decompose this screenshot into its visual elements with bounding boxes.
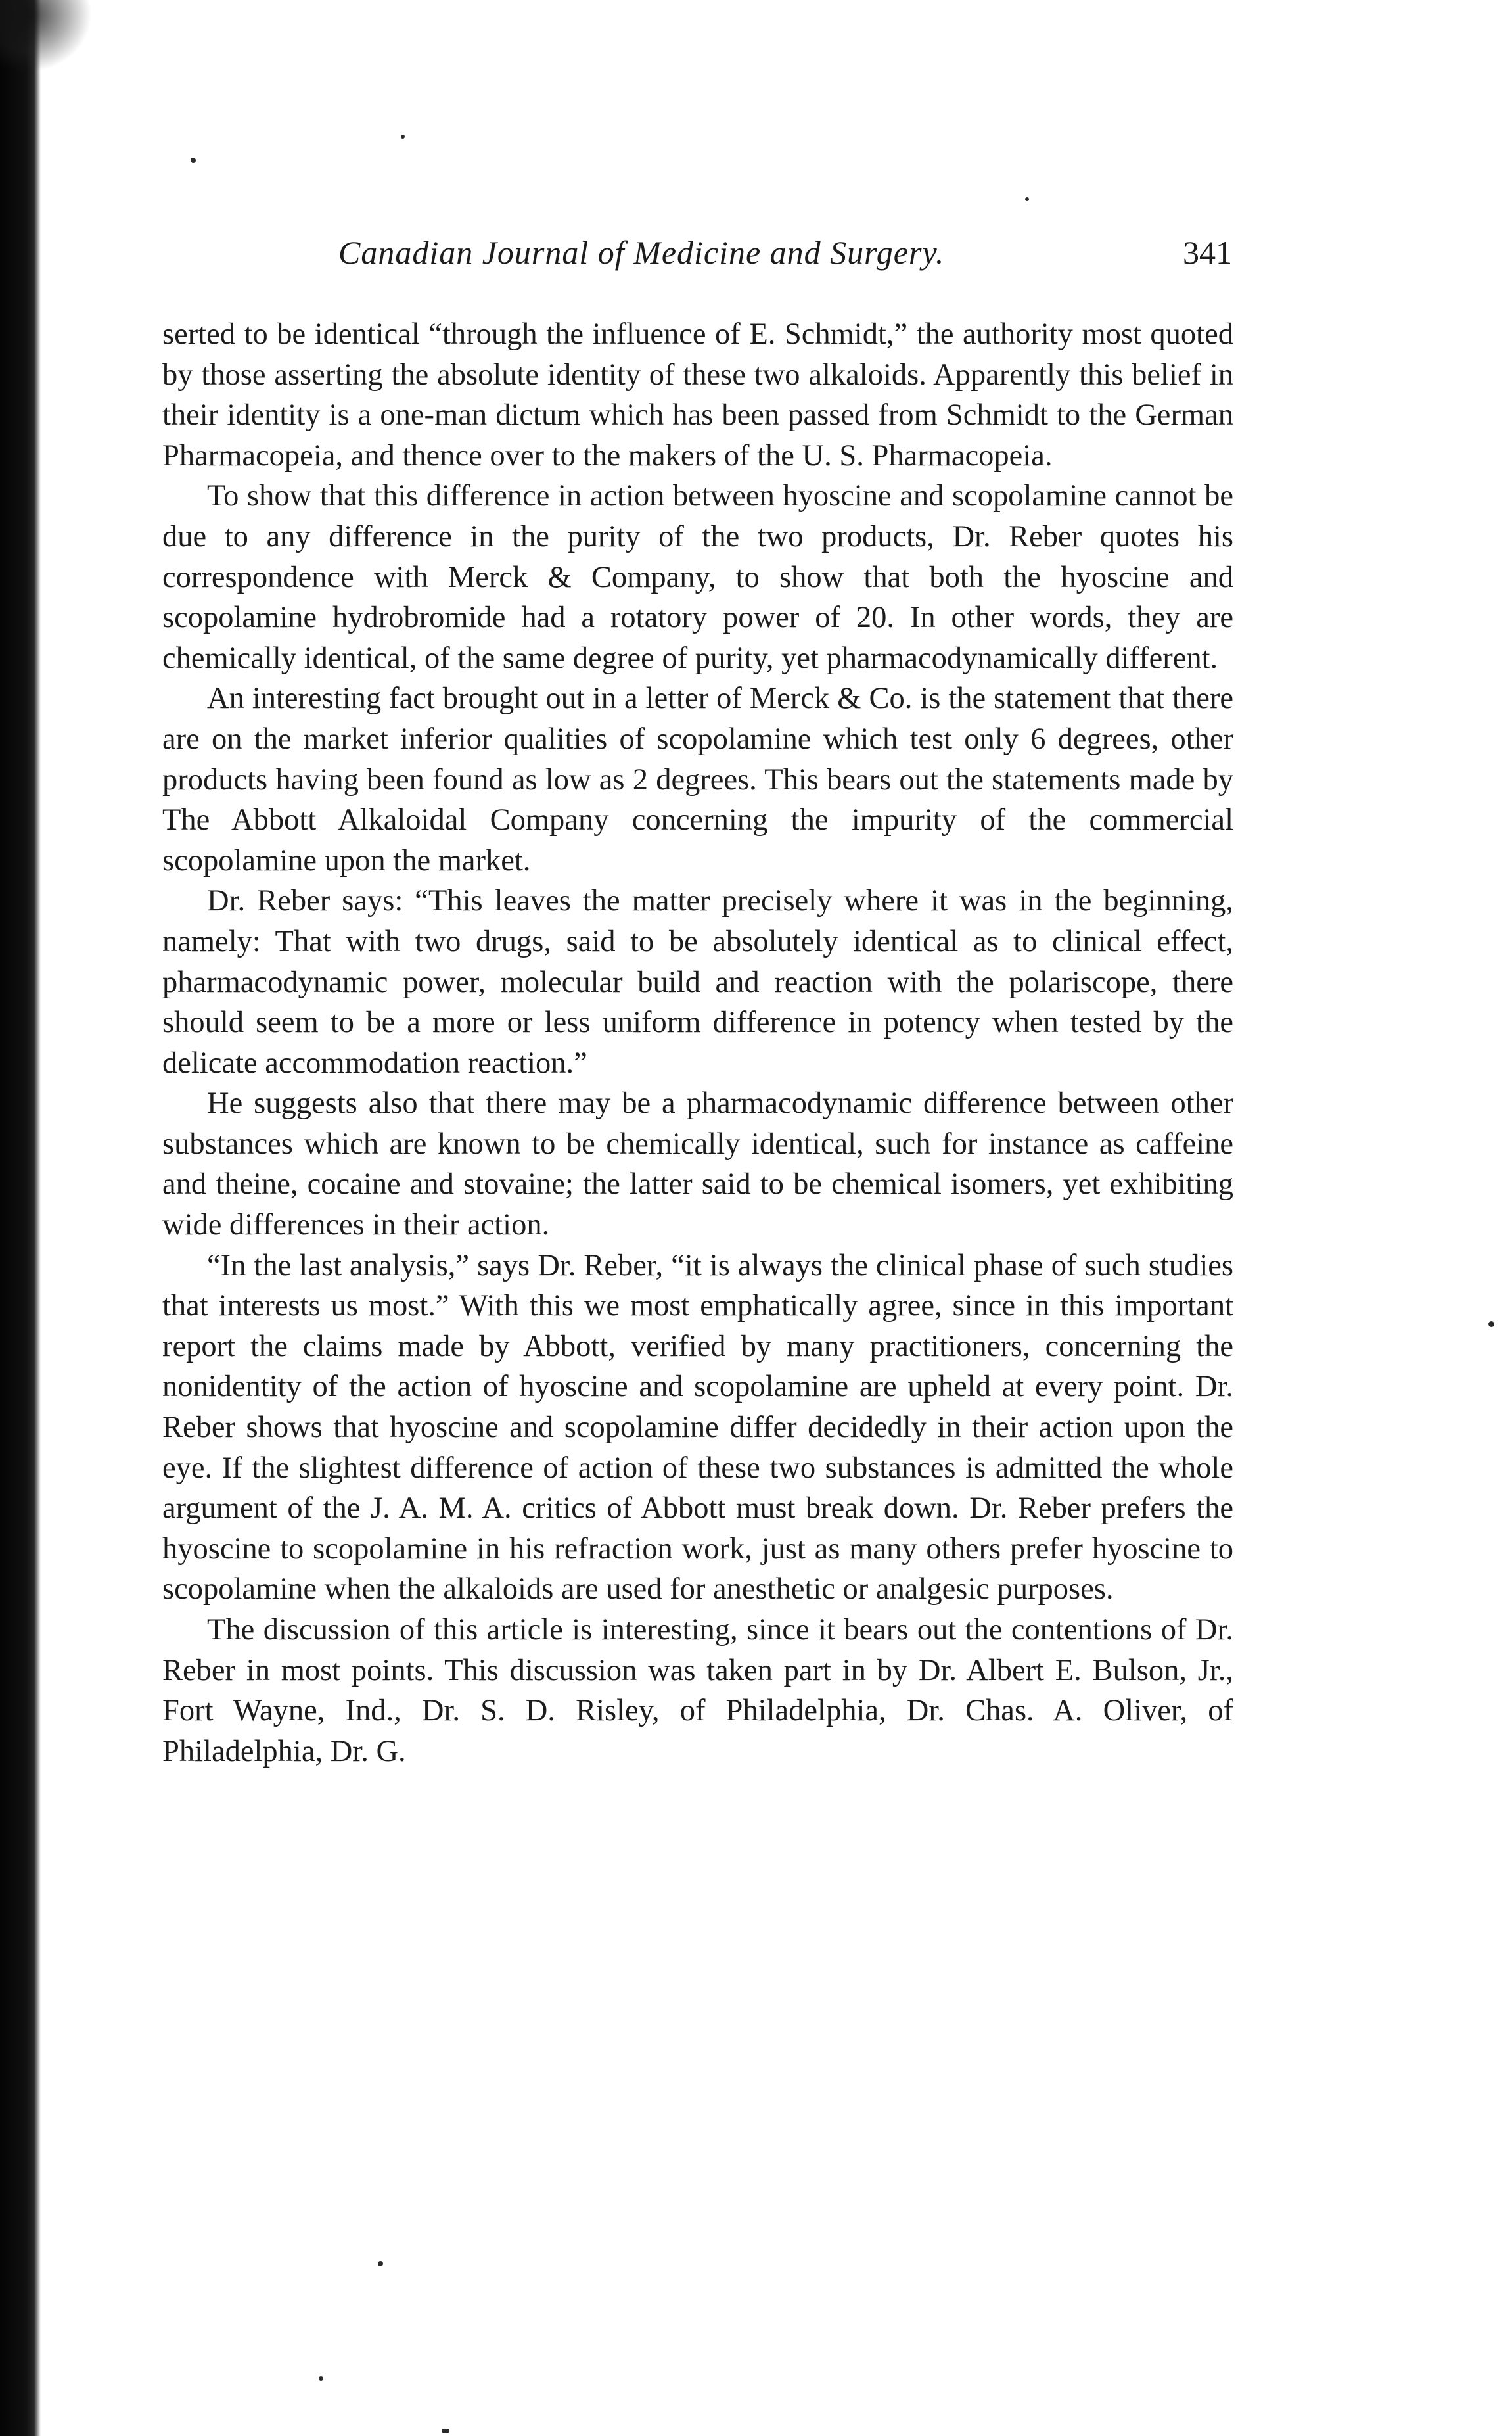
scan-speck	[1025, 197, 1029, 201]
journal-title: Canadian Journal of Medicine and Surgery.	[338, 234, 945, 271]
paragraph: The discussion of this article is interesting, since it bears out the contentions of Dr. Reber in most points. This discussion was taken part in by Dr. Albert E. Bulson, Jr., Fort Wayne, Ind., Dr. S. D. Risley, of Philadelphia, Dr. Chas. A. Oliver, of Philadelphia, Dr. G.	[162, 1613, 1233, 1768]
scan-speck	[319, 2376, 323, 2381]
paragraph: To show that this difference in action between hyoscine and scopolamine cannot be due to any difference in the purity of the two products, Dr. Reber quotes his correspondence with Merck & Company, to show that both the hyoscine and scopolamine hydrobromide had a rotatory power of 20. In other words, they are chemically identical, of the same degree of purity, yet pharmacodynamically different.	[162, 479, 1233, 675]
running-header	[164, 233, 1232, 286]
paragraph: An interesting fact brought out in a letter of Merck & Co. is the statement that there are on the market inferior qualities of scopolamine which test only 6 degrees, other products having been found as low as 2 degrees. This bears out the statements made by The Abbott Alkaloidal Company concerning the impurity of the commercial scopolamine upon the market.	[162, 682, 1233, 878]
paragraph: “In the last analysis,” says Dr. Reber, “it is always the clinical phase of such studies that interests us most.” With this we most emphatically agree, since in this important report the claims made by Abbott, verified by many practitioners, concerning the nonidentity of the action of hyoscine and scopolamine are upheld at every point. Dr. Reber shows that hyoscine and scopolamine differ decidedly in their action upon the eye. If the slightest difference of action of these two substances is admitted the whole argument of the J. A. M. A. critics of Abbott must break down. Dr. Reber prefers the hyoscine to scopolamine in his refraction work, just as many others prefer hyoscine to scopolamine when the alkaloids are used for anesthetic or analgesic purposes.	[162, 1248, 1233, 1606]
scan-speck	[378, 2261, 383, 2266]
page-binding-edge	[0, 0, 41, 2436]
page-corner-shadow	[0, 0, 92, 72]
scan-speck	[442, 2429, 449, 2433]
paragraph: Dr. Reber says: “This leaves the matter precisely where it was in the beginning, namely: That with two drugs, said to be absolutely identical as to clinical effect, pharmacodynamic power, molecular build and reaction with the polariscope, there should seem to be a more or less uniform difference in potency when tested by the delicate accommodation reaction.”	[162, 884, 1233, 1080]
scan-speck	[191, 158, 196, 163]
scan-speck	[401, 135, 405, 139]
paragraph: serted to be identical “through the influence of E. Schmidt,” the authority most quoted by those asserting the absolute identity of these two alkaloids. Apparently this belief in their identity is a one-man dictum which has been passed from Schmidt to the German Pharmacopeia, and thence over to the makers of the U. S. Pharmacopeia.	[162, 317, 1233, 473]
article-body	[162, 314, 1233, 1771]
scan-speck	[1488, 1321, 1494, 1327]
page-number: 341	[1183, 234, 1232, 271]
paragraph: He suggests also that there may be a pharmacodynamic difference between other substances which are known to be chemically identical, such for instance as caffeine and theine, cocaine and stovaine; the latter said to be chemical isomers, yet exhibiting wide differences in their action.	[162, 1087, 1233, 1242]
